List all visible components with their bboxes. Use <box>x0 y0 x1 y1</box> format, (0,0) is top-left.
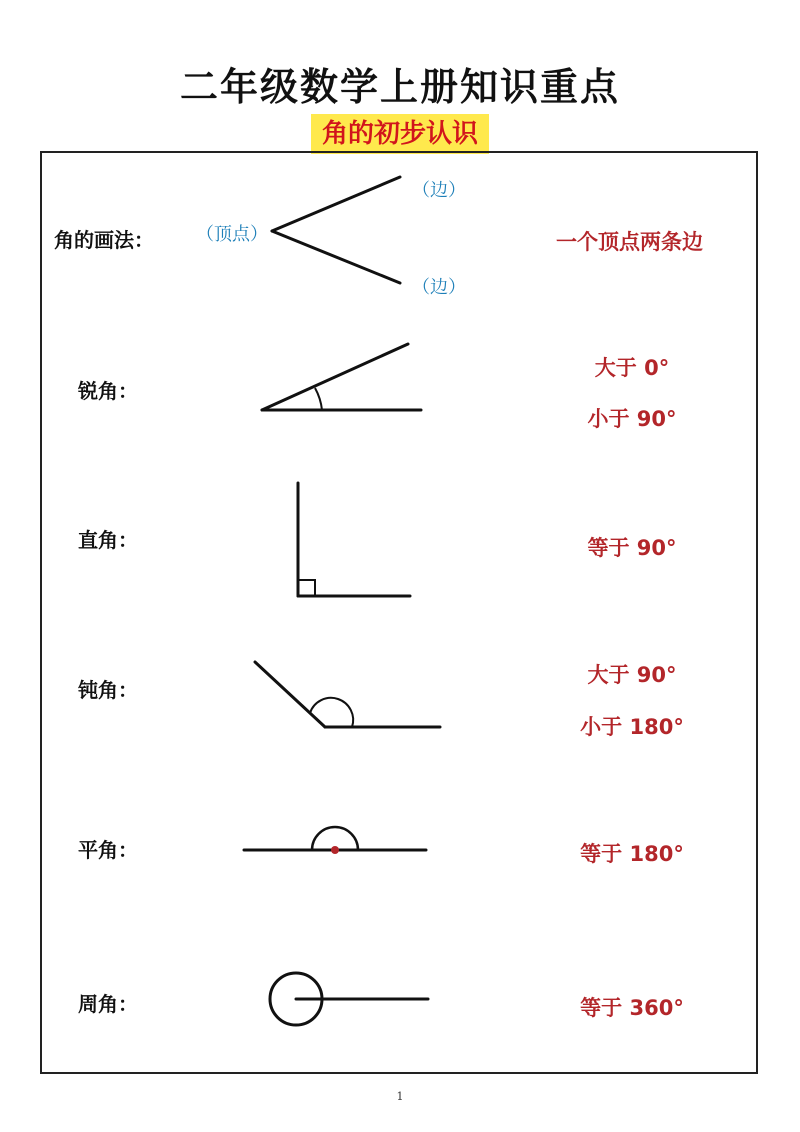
full-label: 周角： <box>78 992 138 1016</box>
section-subtitle: 角的初步认识 <box>311 114 489 154</box>
vertex-label: （顶点） <box>196 224 268 245</box>
obtuse-angle-arc <box>310 698 353 727</box>
acute-desc-1: 大于 0° <box>594 356 670 380</box>
drawing-summary: 一个顶点两条边 <box>556 230 703 254</box>
page-title: 二年级数学上册知识重点 <box>179 65 620 109</box>
angle-side-bottom <box>272 231 400 283</box>
acute-label: 锐角： <box>78 379 138 403</box>
right-angle-marker <box>298 580 315 596</box>
side-bottom-label: （边） <box>412 277 466 298</box>
straight-vertex-dot <box>331 846 339 854</box>
drawing-label: 角的画法： <box>54 228 154 252</box>
right-desc: 等于 90° <box>587 536 677 560</box>
angle-side-top <box>272 177 400 231</box>
right-label: 直角： <box>78 528 138 552</box>
obtuse-label: 钝角： <box>78 678 138 702</box>
straight-desc: 等于 180° <box>580 842 684 866</box>
full-desc: 等于 360° <box>580 996 684 1020</box>
obtuse-desc-1: 大于 90° <box>587 663 677 687</box>
obtuse-ray-line <box>255 662 325 727</box>
straight-label: 平角： <box>78 838 138 862</box>
acute-angle-arc <box>315 388 322 410</box>
acute-desc-2: 小于 90° <box>587 407 677 431</box>
obtuse-desc-2: 小于 180° <box>580 715 684 739</box>
acute-ray-line <box>262 344 408 410</box>
side-top-label: （边） <box>412 180 466 201</box>
page-number: 1 <box>396 1090 404 1103</box>
